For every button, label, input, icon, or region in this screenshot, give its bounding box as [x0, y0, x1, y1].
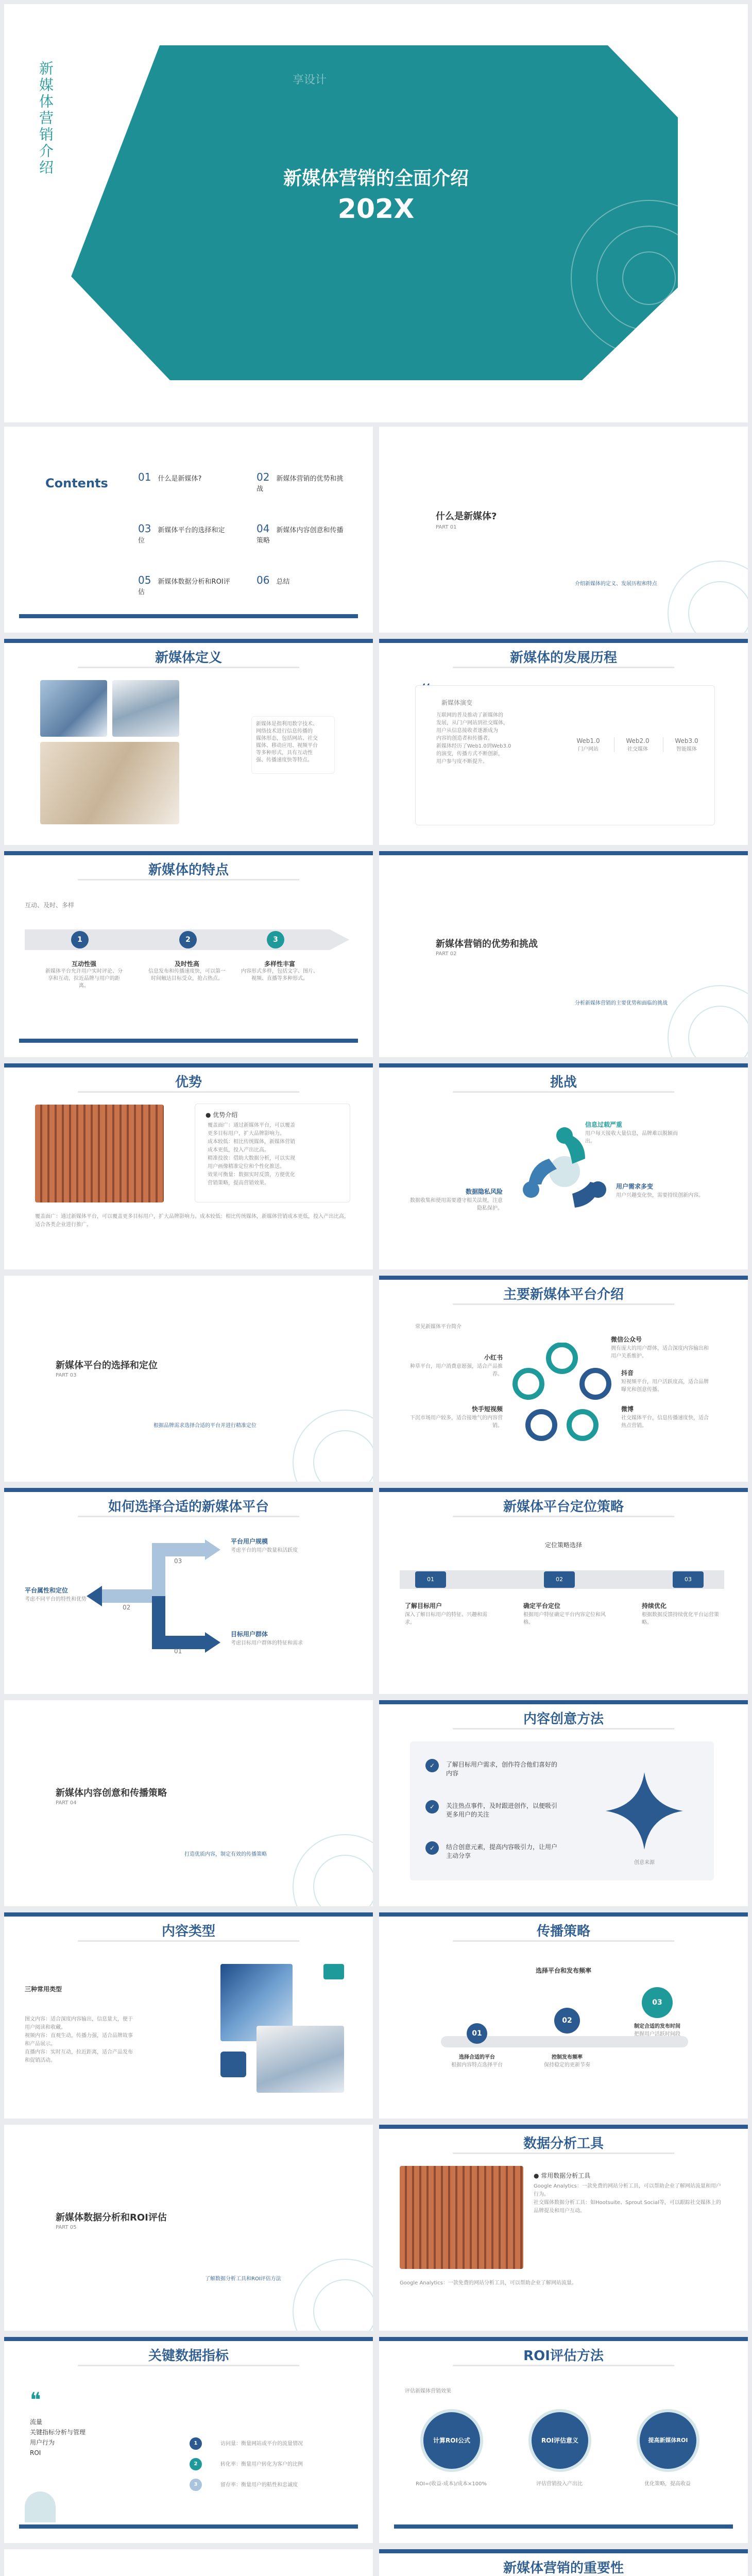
spread-desc: 保持稳定的更新节奏: [544, 2062, 590, 2068]
roi-badge: [420, 2409, 483, 2472]
title-underline: [78, 667, 299, 668]
section-title: 新媒体平台的选择和定位: [56, 1360, 158, 1371]
challenge-name: 用户需求多变: [616, 1183, 654, 1190]
advantages-card: [195, 1104, 350, 1202]
platform-item: [410, 1404, 503, 1429]
contents-item[interactable]: [257, 574, 349, 586]
top-bar: [4, 639, 373, 643]
spread-item: [621, 2022, 693, 2037]
bullet-icon: ✓: [425, 1759, 439, 1772]
text-line: 等多种形式，具有互动性: [256, 750, 313, 756]
platform-name: 抖音: [621, 1369, 634, 1377]
text-line: 用户阅读和收藏。: [25, 2025, 66, 2030]
metric-item: 留存率：衡量用户的粘性和忠诚度: [220, 2482, 298, 2488]
title-underline: [453, 1728, 674, 1730]
text-line: 媒体、移动应用、视频平台: [256, 743, 318, 749]
spread-desc: 根据内容特点选择平台: [451, 2062, 503, 2068]
top-bar: [379, 1063, 748, 1067]
accent-square: [323, 1964, 344, 1979]
creative-item: 了解目标用户需求，创作符合他们喜好的内容: [446, 1761, 558, 1777]
challenge-name: 信息过载严重: [585, 1121, 623, 1128]
text-line: 直播内容：实时互动，拉近距离，适合产品发布: [25, 2049, 133, 2055]
footer-bar: [19, 1039, 358, 1043]
section-title: 新媒体内容创意和传播策略: [56, 1788, 167, 1799]
metric-item: 转化率：衡量用户转化为客户的比例: [220, 2462, 303, 2467]
types-sub: 三种常用类型: [25, 1986, 62, 1993]
stage-name: Web3.0: [675, 737, 698, 744]
definition-card: [251, 716, 335, 774]
contents-item[interactable]: [257, 471, 349, 493]
title-underline: [453, 1516, 674, 1517]
creative-item: 结合创意元素，提高内容吸引力，让用户主动分享: [446, 1843, 558, 1859]
section-slide: [4, 1700, 373, 1906]
text-line: 新媒体是指利用数字技术、: [256, 721, 318, 727]
creative-item: 关注热点事件，及时跟进创作，以便吸引更多用户的关注: [446, 1802, 558, 1818]
importance-slide: [379, 2549, 748, 2576]
roi-badge: [528, 2409, 591, 2472]
head-text: 优势介绍: [213, 1111, 238, 1118]
step-chevron: 02: [544, 1571, 575, 1588]
feature-num: 3: [267, 931, 284, 948]
types-slide: [4, 1912, 373, 2119]
text-line: Google Analytics：一款免费的网站分析工具，可以帮助企业了解网站流量和用户行为。: [534, 2183, 721, 2197]
platform-name: 快手短视频: [471, 1405, 503, 1413]
definition-slide: [4, 639, 373, 845]
contents-label: 总结: [276, 578, 290, 586]
contents-num: 02: [257, 471, 270, 483]
cover-vertical-title: 新媒体营销介绍: [37, 61, 54, 176]
slide-title: 新媒体定义: [155, 650, 222, 666]
section-slide: [4, 2549, 373, 2576]
node-icon: [556, 1127, 573, 1144]
challenge-desc: 用户兴趣变化快，需要持续创新内容。: [616, 1193, 704, 1198]
top-bar: [4, 2337, 373, 2341]
building-photo: [400, 2166, 523, 2269]
roi-desc: ROI=(收益-成本)/成本×100%: [416, 2481, 487, 2487]
quote-title: 新媒体演变: [441, 699, 473, 706]
ring-node: [528, 1412, 555, 1438]
platform-desc: 拥有庞大的用户群体，适合深度内容输出和用户关系维护。: [611, 1346, 709, 1359]
list-item: 关键指标分析与管理: [30, 2429, 86, 2436]
text-line: 精准投放：借助大数据分析，可以实现: [208, 1156, 295, 1161]
ring-node: [582, 1370, 609, 1397]
spread-item: [441, 2053, 513, 2068]
feature-desc: 新媒体平台允许用户实时评论、分享和互动，拉近品牌与用户的距离。: [45, 969, 123, 989]
stage-desc: 社交媒体: [627, 747, 648, 752]
text-line: 视频内容：直观生动，传播力强，适合品牌故事: [25, 2033, 133, 2039]
accent-square: [220, 2052, 246, 2077]
roi-sub: 评估新媒体营销效果: [405, 2388, 451, 2394]
positioning-slide: [379, 1488, 748, 1694]
top-bar: [379, 851, 748, 855]
skyline-photo-2: [257, 2026, 344, 2093]
section-part: PART 04: [56, 1800, 77, 1806]
creative-card: [410, 1741, 714, 1880]
metrics-list: [30, 2417, 86, 2458]
step-name: 持续优化: [642, 1602, 667, 1609]
title-underline: [453, 1091, 674, 1093]
contents-label: 新媒体数据分析和ROI评估: [138, 578, 230, 596]
challenge-item: [585, 1120, 678, 1144]
top-bar: [379, 1276, 748, 1280]
contents-label: 什么是新媒体?: [158, 475, 202, 483]
node-icon: [523, 1181, 539, 1198]
platform-item: [621, 1368, 709, 1393]
feature-col: [45, 959, 123, 990]
top-bar: [379, 1488, 748, 1492]
platform-name: 微博: [621, 1405, 634, 1413]
step-name: 确定平台定位: [523, 1602, 561, 1609]
contents-label: 新媒体营销的优势和挑战: [257, 475, 344, 493]
feature-name: 及时性高: [174, 960, 199, 968]
text-line: 媒体形态，包括网站、社交: [256, 736, 318, 741]
platform-name: 微信公众号: [611, 1336, 642, 1343]
spread-name: 制定合适的发布时间: [634, 2024, 680, 2029]
step-chevron: 03: [673, 1571, 704, 1588]
platform-desc: 短视频平台，用户活跃度高，适合品牌曝光和创意传播。: [621, 1379, 709, 1393]
section-slide: [4, 1276, 373, 1482]
tools-head: ● 常用数据分析工具: [534, 2172, 591, 2179]
feature-name: 多样性丰富: [264, 960, 295, 968]
ring-node: [549, 1345, 575, 1371]
section-sub: 分析新媒体营销的主要优势和面临的挑战: [575, 1001, 668, 1006]
roi-slide: [379, 2337, 748, 2543]
cover-subtitle: 202X: [337, 194, 415, 225]
text-line: 用户从信息接收者逐渐成为: [436, 728, 498, 734]
roi-name: ROI评估意义: [541, 2437, 578, 2444]
list-item: ROI: [30, 2449, 41, 2456]
spread-name: 控制发布频率: [552, 2055, 583, 2060]
history-card: [415, 685, 715, 825]
stage-name: Web2.0: [626, 737, 650, 744]
feature-desc: 内容形式多样，包括文字、图片、视频、直播等多种形式。: [241, 969, 318, 981]
choose-desc: 考虑平台的用户数量和活跃度: [231, 1548, 298, 1553]
title-underline: [78, 1940, 299, 1942]
roi-name: 提高新媒体ROI: [648, 2437, 688, 2444]
tools-slide: [379, 2125, 748, 2331]
text-line: 内容的创造者和传播者。: [436, 736, 493, 741]
history-slide: [379, 639, 748, 845]
text-line: 发展，从门户网站到社交媒体，: [436, 720, 508, 726]
feature-col: [148, 959, 226, 982]
top-bar: [379, 1700, 748, 1704]
section-sub: 介绍新媒体的定义、发展历程和特点: [575, 581, 657, 587]
choose-name: 平台属性和定位: [25, 1587, 69, 1594]
text-line: 和产品展示。: [25, 2041, 56, 2047]
choose-desc: 考虑目标用户群体的特征和需求: [231, 1640, 303, 1646]
stage-column: [565, 737, 611, 752]
features-intro: 互动、及时、多样: [25, 902, 75, 909]
contents-label: 新媒体平台的选择和定位: [138, 527, 225, 545]
top-bar: [379, 2125, 748, 2129]
spread-num: 01: [467, 2023, 487, 2044]
cover-slide: [4, 4, 748, 422]
top-bar: [4, 1488, 373, 1492]
step-col: [523, 1601, 606, 1625]
choose-num: 01: [174, 1648, 182, 1655]
section-sub: 根据品牌需求选择合适的平台并进行精准定位: [153, 1423, 257, 1429]
slide-title: 新媒体平台定位策略: [503, 1499, 624, 1515]
top-bar: [379, 2549, 748, 2553]
choose-item: [25, 1586, 123, 1602]
step-name: 了解目标用户: [405, 1602, 442, 1609]
spread-name: 选择合适的平台: [459, 2055, 495, 2060]
list-item: 流量: [30, 2418, 43, 2426]
bullet-icon: ✓: [425, 1841, 439, 1855]
slide-title: 如何选择合适的新媒体平台: [108, 1499, 269, 1515]
section-part: PART 05: [56, 2225, 77, 2230]
top-bar: [4, 851, 373, 855]
section-part: PART 01: [436, 524, 457, 530]
contents-num: 03: [138, 522, 151, 535]
slide-title: 优势: [175, 1075, 202, 1090]
spread-sub: 选择平台和发布频率: [535, 1967, 591, 1974]
choose-slide: [4, 1488, 373, 1694]
spread-item: [531, 2053, 603, 2068]
contents-num: 05: [138, 574, 151, 586]
card-head: ● 优势介绍: [206, 1111, 238, 1118]
section-sub: 了解数据分析工具和ROI评估方法: [205, 2276, 281, 2282]
quote-icon: ❝: [30, 2388, 41, 2412]
choose-num: 02: [123, 1604, 131, 1611]
section-slide: [379, 427, 748, 633]
slide-title: 新媒体营销的重要性: [503, 2561, 624, 2576]
choose-item: [231, 1630, 334, 1646]
platform-desc: 社交媒体平台，信息传播速度快，适合热点营销。: [621, 1415, 709, 1429]
stage-column: [614, 737, 661, 752]
decor-shape: [25, 2492, 56, 2522]
metrics-slide: [4, 2337, 373, 2543]
challenge-name: 数据隐私风险: [465, 1188, 503, 1195]
stage-desc: 智能媒体: [676, 747, 697, 752]
arrow-path: [159, 1596, 205, 1642]
choose-item: [231, 1537, 334, 1553]
title-underline: [78, 2365, 299, 2366]
star-icon: [606, 1772, 683, 1850]
text-line: 图文内容：适合深度内容输出，信息量大，便于: [25, 2016, 133, 2022]
platforms-intro: 常见新媒体平台简介: [415, 1324, 462, 1330]
slide-title: 挑战: [550, 1075, 577, 1090]
choose-num: 03: [174, 1557, 182, 1565]
text-line: 的演变，传播方式不断创新，: [436, 751, 503, 757]
challenge-item: [616, 1182, 709, 1198]
ring-node: [515, 1370, 542, 1397]
title-underline: [78, 879, 299, 880]
roi-desc: 优化策略，提高收益: [644, 2481, 691, 2487]
roi-name: 计算ROI公式: [433, 2437, 470, 2444]
footer-bar: [394, 2524, 733, 2529]
text-line: 社交媒体数据分析工具：如Hootsuite、Sprout Social等，可以跟踪社交媒体上的品牌提及和用户互动。: [534, 2200, 721, 2214]
section-sub: 打造优质内容，制定有效的传播策略: [184, 1852, 267, 1857]
section-title: 新媒体营销的优势和挑战: [436, 939, 538, 950]
creative-slide: [379, 1700, 748, 1906]
star-label: 创意来源: [634, 1860, 655, 1866]
bullet-icon: ✓: [425, 1800, 439, 1814]
text-line: 新媒体经历了Web1.0到Web3.0: [436, 743, 511, 749]
spread-num: 02: [554, 2008, 580, 2033]
step-desc: 根据用户特征确定平台内容定位和风格。: [523, 1612, 606, 1625]
platform-desc: 下沉市场用户较多，适合接地气的内容营销。: [410, 1415, 503, 1429]
tools-bottom: Google Analytics：一款免费的网站分析工具，可以帮助企业了解网站流量。: [400, 2280, 577, 2286]
metric-item: 访问量：衡量网站或平台的流量情况: [220, 2441, 303, 2447]
contents-label: 新媒体内容创意和传播策略: [257, 527, 344, 545]
step-desc: 深入了解目标用户的特征、兴趣和需求。: [405, 1612, 487, 1625]
node-icon: [590, 1181, 606, 1198]
step-col: [405, 1601, 487, 1625]
metric-icon: 1: [190, 2437, 202, 2450]
platform-item: [611, 1335, 709, 1359]
text-line: 网络技术进行信息传播的: [256, 728, 313, 734]
contents-num: 04: [257, 522, 270, 535]
contents-num: 01: [138, 471, 151, 483]
platform-desc: 种草平台，用户消费意愿强，适合产品推荐。: [410, 1364, 503, 1377]
text-line: 和促销活动。: [25, 2058, 56, 2063]
slide-title: 新媒体的特点: [148, 862, 229, 878]
advantages-bottom: 覆盖面广：通过新媒体平台，可以覆盖更多目标用户，扩大品牌影响力。成本较低：相比传统媒体，新媒体营销成本更低，投入产出比高，适合各类企业进行推广。: [35, 1214, 349, 1228]
challenges-slide: [379, 1063, 748, 1269]
cover-title: 新媒体营销的全面介绍: [283, 168, 469, 189]
list-item: 用户行为: [30, 2439, 55, 2446]
contents-item[interactable]: [257, 522, 349, 545]
section-slide: [379, 851, 748, 1057]
ring-node: [569, 1412, 596, 1438]
text-line: 强、传播速度快等特点。: [256, 757, 313, 763]
cover-watermark: 享设计: [293, 74, 327, 87]
title-underline: [453, 1303, 674, 1305]
contents-num: 06: [257, 574, 270, 586]
slide-title: 内容创意方法: [523, 1711, 604, 1727]
text-line: 用户参与度不断提升。: [436, 759, 488, 765]
feature-desc: 信息发布和传播速度快，可以第一时间触达目标受众，抢占热点。: [148, 969, 226, 981]
features-slide: [4, 851, 373, 1057]
metric-icon: 2: [190, 2458, 202, 2470]
top-bar: [379, 2337, 748, 2341]
title-underline: [453, 667, 674, 668]
text-line: 成本较低：相比传统媒体，新媒体营销: [208, 1139, 295, 1145]
roi-desc: 评估营销投入产出比: [536, 2481, 583, 2487]
step-desc: 根据数据反馈持续优化平台运营策略。: [642, 1612, 719, 1625]
title-underline: [453, 2365, 674, 2366]
contents-item[interactable]: [138, 574, 231, 596]
metric-icon: 3: [190, 2479, 202, 2491]
slide-title: ROI评估方法: [523, 2348, 604, 2364]
footer-bar: [19, 614, 358, 618]
choose-desc: 考虑不同平台的特性和优势: [25, 1597, 87, 1602]
slide-title: 主要新媒体平台介绍: [503, 1287, 624, 1302]
feature-col: [241, 959, 318, 982]
challenge-item: [410, 1187, 503, 1211]
building-photo-2: [112, 680, 179, 737]
feature-num: 2: [179, 931, 197, 948]
slide-title: 内容类型: [161, 1924, 215, 1939]
stage-column: [663, 737, 710, 752]
section-part: PART 02: [436, 951, 457, 957]
choose-name: 平台用户规模: [231, 1538, 268, 1545]
positioning-sub: 定位策略选择: [544, 1541, 582, 1549]
title-underline: [78, 1516, 299, 1517]
text-line: 效果可衡量：数据实时反馈，方便优化: [208, 1172, 295, 1178]
slide-title: 数据分析工具: [523, 2136, 604, 2151]
text-line: 互联网的普及推动了新媒体的: [436, 713, 503, 718]
cover-circles-3: [622, 251, 676, 305]
slide-title: 关键数据指标: [148, 2348, 229, 2364]
top-bar: [4, 1912, 373, 1917]
title-underline: [453, 1940, 674, 1942]
platform-item: [410, 1353, 503, 1377]
types-text: [25, 2015, 200, 2065]
contents-item[interactable]: [138, 522, 231, 545]
slide-title: 新媒体的发展历程: [509, 650, 617, 666]
platform-item: [621, 1404, 709, 1429]
spread-slide: [379, 1912, 748, 2119]
spread-num: 03: [642, 1987, 673, 2018]
platform-name: 小红书: [484, 1354, 503, 1361]
section-title: 什么是新媒体?: [436, 511, 497, 522]
slide-title: 传播策略: [536, 1924, 590, 1939]
feature-num: 1: [71, 931, 89, 948]
roi-badge: [637, 2409, 699, 2472]
challenge-desc: 用户每天接收大量信息，品牌难以脱颖而出。: [585, 1131, 678, 1144]
contents-slide: [4, 427, 373, 633]
advantages-slide: [4, 1063, 373, 1269]
section-part: PART 03: [56, 1372, 77, 1378]
tools-text: [534, 2182, 724, 2215]
head-text: 常用数据分析工具: [541, 2172, 591, 2179]
title-underline: [78, 1091, 299, 1093]
building-photo: [40, 680, 107, 737]
stage-name: Web1.0: [576, 737, 600, 744]
arrow-head: [205, 1632, 220, 1653]
arrow-head: [205, 1539, 220, 1560]
platform-diagram: [510, 1343, 613, 1446]
contents-title: Contents: [45, 476, 108, 490]
feature-name: 互动性强: [71, 960, 96, 968]
section-slide: [4, 2125, 373, 2331]
step-col: [642, 1601, 724, 1625]
text-line: 营销策略，提高营销效果。: [208, 1180, 269, 1186]
top-bar: [379, 1912, 748, 1917]
platforms-slide: [379, 1276, 748, 1482]
top-bar: [4, 1063, 373, 1067]
section-title: 新媒体数据分析和ROI评估: [56, 2212, 167, 2223]
title-underline: [453, 2153, 674, 2154]
footer-bar: [19, 2524, 358, 2529]
step-chevron: 01: [415, 1571, 446, 1588]
building-photo: [35, 1105, 164, 1202]
text-line: 更多目标用户，扩大品牌影响力。: [208, 1131, 285, 1137]
spread-desc: 把握用户活跃时间段: [634, 2031, 680, 2037]
contents-item[interactable]: [138, 471, 231, 483]
text-line: 覆盖面广：通过新媒体平台，可以覆盖: [208, 1123, 295, 1128]
stage-desc: 门户网站: [578, 747, 599, 752]
top-bar: [379, 639, 748, 643]
text-line: 成本更低，投入产出比高。: [208, 1147, 269, 1153]
choose-name: 目标用户群体: [231, 1631, 268, 1638]
challenge-desc: 数据收集和使用需要遵守相关法规，注意隐私保护。: [410, 1198, 503, 1211]
text-line: 用户画像精准定位和个性化推送。: [208, 1164, 285, 1170]
handshake-photo: [40, 742, 179, 824]
